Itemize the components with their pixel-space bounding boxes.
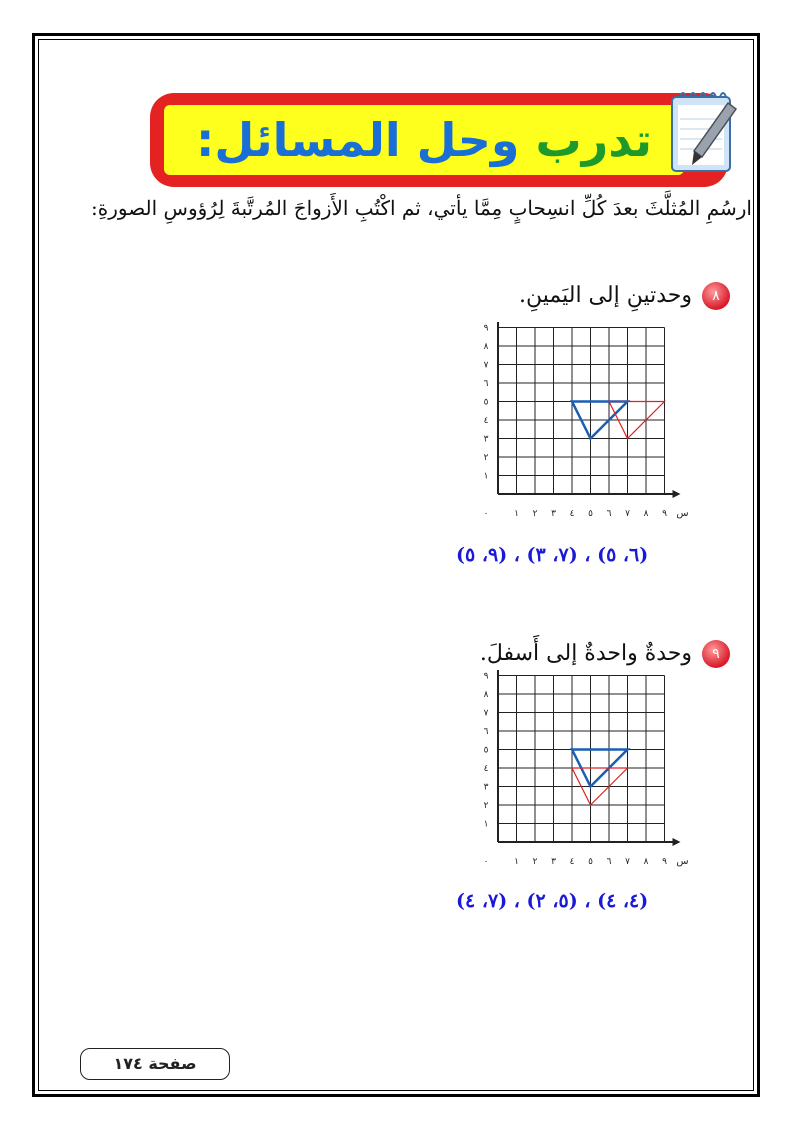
problem-8-answer: (٦، ٥) ، (٧، ٣) ، (٩، ٥): [456, 544, 649, 566]
x-axis-label: س: [676, 856, 689, 867]
banner-word-1: تدرب: [535, 113, 653, 167]
y-tick-label: ٨: [483, 690, 489, 700]
banner-word-2: وحل: [416, 113, 520, 167]
y-tick-label: ٦: [483, 379, 489, 389]
page-number-label: صفحة ١٧٤: [80, 1048, 230, 1080]
x-tick-label: ٤: [569, 509, 575, 519]
x-tick-label: ١: [514, 509, 519, 519]
banner-title: [164, 105, 684, 175]
y-tick-label: ١: [483, 819, 489, 830]
x-tick-label: ٣: [551, 509, 556, 519]
y-tick-label: ٣: [483, 782, 489, 793]
problem-9-text: وحدةٌ واحدةٌ إلى أَسفلَ.: [479, 641, 692, 666]
y-tick-label: ٧: [483, 708, 489, 719]
problem-9-grid: [460, 670, 692, 890]
problem-8-grid: [460, 322, 692, 542]
x-tick-label: ٧: [625, 509, 630, 519]
problem-8-number: ٨: [702, 282, 730, 310]
instruction-text: ارسُمِ المُثلَّثَ بعدَ كُلِّ انسِحابٍ مِمَّا يأتي، ثم اكْتُبِ الأَزواجَ المُرتَّبةَ لِرُؤوسِ الصورةِ:: [91, 196, 752, 220]
y-tick-label: ٤: [483, 764, 489, 774]
y-tick-label: ٢: [483, 453, 489, 463]
problem-9-answer: (٤، ٤) ، (٥، ٢) ، (٧، ٤): [456, 890, 649, 912]
x-tick-label: ٦: [606, 509, 612, 519]
y-tick-label: ٩: [483, 323, 489, 334]
y-tick-label: ٥: [483, 745, 489, 756]
y-tick-label: ٥: [483, 397, 489, 408]
y-tick-label: ٨: [483, 342, 489, 352]
x-tick-label: ٥: [588, 857, 593, 867]
x-tick-label: ٣: [551, 857, 556, 867]
y-tick-label: ٧: [483, 360, 489, 371]
y-tick-label: ٤: [483, 416, 489, 426]
section-banner: [150, 85, 728, 187]
x-tick-label: ٨: [643, 509, 649, 519]
x-tick-label: ٢: [532, 509, 538, 519]
x-tick-label: ٤: [569, 857, 575, 867]
x-axis-arrow: [673, 490, 681, 498]
x-tick-label: ٦: [606, 857, 612, 867]
origin-label: ٠: [483, 509, 489, 519]
y-axis-label: [480, 322, 492, 323]
x-tick-label: ٩: [662, 509, 667, 519]
y-tick-label: ١: [483, 471, 489, 482]
problem-9-heading: [290, 640, 730, 668]
x-axis-arrow: [673, 838, 681, 846]
y-tick-label: ٦: [483, 727, 489, 737]
x-tick-label: ٧: [625, 857, 630, 867]
x-axis-label: س: [676, 508, 689, 519]
x-tick-label: ٩: [662, 857, 667, 867]
banner-word-3: المسائل:: [195, 113, 401, 167]
x-tick-label: ١: [514, 857, 519, 867]
x-tick-label: ٢: [532, 857, 538, 867]
problem-9-number: ٩: [702, 640, 730, 668]
x-tick-label: ٥: [588, 509, 593, 519]
notepad-pencil-icon: [662, 85, 742, 177]
y-tick-label: ٩: [483, 671, 489, 682]
problem-8-heading: [290, 282, 730, 310]
problem-8-text: وحدتينِ إلى اليَمينِ.: [519, 283, 692, 308]
y-tick-label: ٣: [483, 434, 489, 445]
y-axis-label: [480, 670, 492, 671]
origin-label: ٠: [483, 857, 489, 867]
y-tick-label: ٢: [483, 801, 489, 811]
x-tick-label: ٨: [643, 857, 649, 867]
